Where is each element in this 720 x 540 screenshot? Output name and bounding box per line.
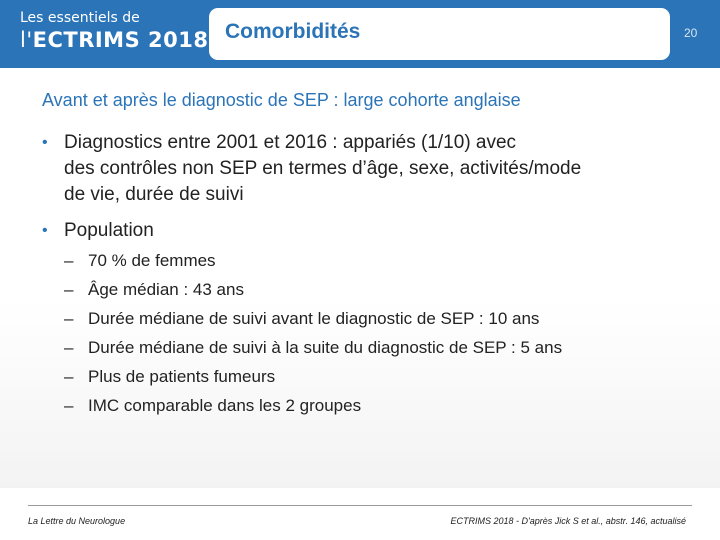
slide-title: Comorbidités [225, 20, 361, 43]
dash-icon: – [64, 251, 74, 270]
page-number: 20 [684, 26, 698, 40]
dash-icon: – [64, 280, 74, 299]
footer-source-journal: La Lettre du Neurologue [28, 516, 126, 526]
population-item-text: Plus de patients fumeurs [88, 367, 276, 386]
brand-tagline: Les essentiels de [20, 10, 140, 26]
bullet-line: Diagnostics entre 2001 et 2016 : appariés (1/10) avec [64, 132, 517, 153]
bullet-line: Population [64, 220, 154, 241]
footer-reference: ECTRIMS 2018 - D'après Jick S et al., abstr. 146, actualisé [450, 516, 686, 526]
slide-subtitle: Avant et après le diagnostic de SEP : large cohorte anglaise [42, 90, 521, 110]
header-bar [0, 0, 720, 68]
bullet-line: de vie, durée de suivi [64, 184, 244, 205]
population-item-text: Durée médiane de suivi à la suite du diagnostic de SEP : 5 ans [88, 338, 563, 357]
bullet-line: des contrôles non SEP en termes d’âge, sexe, activités/mode [64, 158, 582, 179]
population-item-text: Durée médiane de suivi avant le diagnostic de SEP : 10 ans [88, 309, 540, 328]
brand-logo [20, 10, 208, 54]
dash-icon: – [64, 309, 74, 328]
dash-icon: – [64, 367, 74, 386]
brand-name [20, 26, 208, 54]
brand-prefix: l' [20, 28, 33, 52]
footer-divider [28, 505, 692, 506]
bullet-dot-icon: • [42, 222, 48, 239]
population-item-text: 70 % de femmes [88, 251, 216, 270]
brand-main: ECTRIMS 2018 [32, 28, 209, 52]
bullet-dot-icon: • [42, 134, 48, 151]
population-item-text: Âge médian : 43 ans [88, 280, 244, 299]
bullet-diagnostics [42, 130, 704, 208]
dash-icon: – [64, 396, 74, 415]
dash-icon: – [64, 338, 74, 357]
bullet-population [42, 218, 154, 244]
population-item-text: IMC comparable dans les 2 groupes [88, 396, 362, 415]
title-box [209, 8, 670, 60]
